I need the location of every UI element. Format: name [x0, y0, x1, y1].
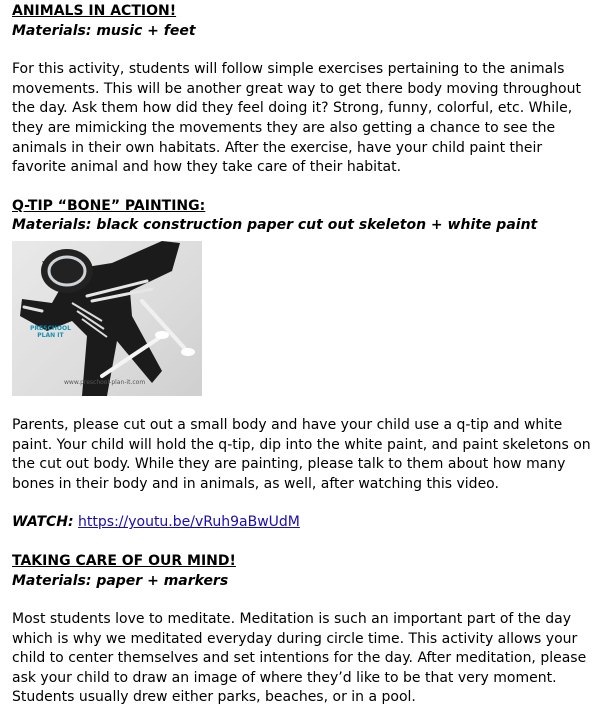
video-link[interactable]: https://youtu.be/vRuh9aBwUdM: [78, 514, 300, 531]
section-title-mind: TAKING CARE OF OUR MIND!: [12, 552, 236, 569]
watch-line: [12, 513, 592, 533]
document-page: [12, 0, 592, 708]
image-credit: www.preschool-plan-it.com: [64, 379, 146, 387]
skeleton-painting-photo: [12, 241, 202, 396]
paragraph-qtip: Parents, please cut out a small body and have your child use a q-tip and white paint. Your child will hold the q-tip, dip into the white paint, and paint skeletons on the cut out body. While they are painting, please talk to them about how many bones in their body and in animals, as well, after watching this video.: [12, 416, 591, 492]
brand-logo: PRESCHOOL PLAN IT: [30, 324, 71, 339]
materials-qtip: Materials: black construction paper cut out skeleton + white paint: [12, 217, 538, 234]
materials-mind: Materials: paper + markers: [12, 572, 229, 589]
section-title-qtip: Q-TIP “BONE” PAINTING:: [12, 197, 206, 214]
watch-label: WATCH:: [12, 514, 74, 531]
qtip-tip-2: [181, 348, 195, 356]
paragraph-mind: Most students love to meditate. Meditation is such an important part of the day which is why we meditated everyday during circle time. This activity allows your child to center themselves and set intentions for the day. After meditation, please ask your child to draw an image of where they’d like to be that very moment. Students usually drew either parks, beaches, or in a pool.: [12, 611, 587, 706]
section-title-animals: ANIMALS IN ACTION!: [12, 3, 177, 19]
paragraph-animals: For this activity, students will follow simple exercises pertaining to the animals movements. This will be another great way to get there body moving throughout the day. Ask them how did they feel doing it? Strong, funny, colorful, etc. While, they are mimicking the movements they are also getting a chance to see the animals in their own habitats. After the exercise, have your child paint their favorite animal and how they take care of their habitat.: [12, 61, 581, 176]
materials-animals: Materials: music + feet: [12, 22, 196, 39]
qtip-tip-1: [155, 331, 169, 339]
